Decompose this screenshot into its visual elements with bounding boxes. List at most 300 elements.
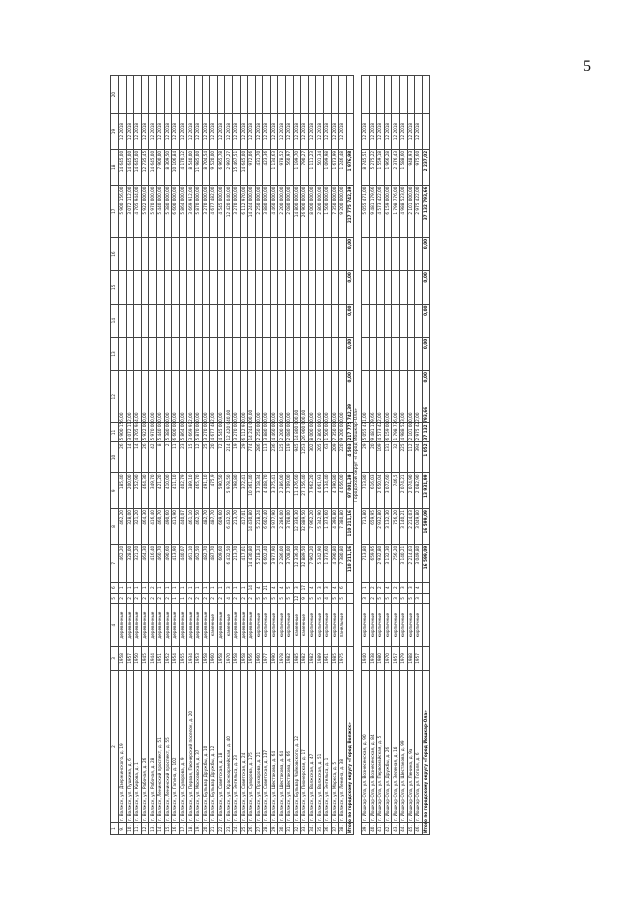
table-cell: 23.	[225, 823, 233, 835]
total-row	[422, 76, 430, 835]
table-cell: 4 460 000,00	[271, 412, 277, 441]
table-cell	[240, 271, 248, 304]
table-cell: 12 2018	[119, 114, 127, 150]
table-row	[278, 76, 286, 835]
table-cell: 5 342,90	[316, 544, 324, 582]
table-cell: 321,20	[134, 544, 142, 582]
table-cell: 1957	[415, 647, 423, 671]
table-cell: 14 645,00	[134, 149, 142, 185]
table-row	[415, 76, 423, 835]
table-cell	[362, 304, 370, 337]
table-cell: 0,00	[422, 371, 430, 423]
table-cell: деревянные	[248, 604, 256, 647]
address-cell: г. Волжск, ул. Пушкина, д. 6	[126, 670, 134, 822]
table-cell: 14 645,00	[149, 149, 157, 185]
address-cell: г. Волжск, ул. Кирова, д. 1	[134, 670, 142, 822]
table-cell: каменные	[293, 604, 301, 647]
table-cell: кирпичные	[362, 604, 370, 647]
table-cell	[232, 304, 240, 337]
table-cell: 2 650,04	[377, 473, 385, 509]
table-cell: 5 970 000,00	[149, 412, 155, 441]
column-number: 2	[111, 670, 119, 822]
table-cell	[392, 76, 400, 114]
table-cell: 1958	[119, 647, 127, 671]
table-cell	[399, 271, 407, 304]
table-cell	[194, 237, 202, 270]
table-cell: 5 440 000,00	[157, 412, 163, 441]
table-cell	[149, 237, 157, 270]
table-cell	[194, 337, 202, 370]
table-cell: 2	[217, 593, 225, 604]
address-cell: г. Волжск, ул. Шестакова, д. 64	[278, 670, 286, 822]
table-cell: 2	[369, 582, 377, 593]
table-cell	[384, 237, 392, 270]
table-cell	[377, 271, 385, 304]
table-cell: 220	[339, 442, 347, 473]
table-cell: 1958	[232, 647, 240, 671]
table-cell	[301, 337, 309, 370]
column-number: 7	[111, 544, 119, 582]
table-cell	[362, 271, 370, 304]
table-cell: 8 000 000,00	[308, 185, 316, 237]
table-cell	[369, 271, 377, 304]
table-cell: 1 559,18	[377, 149, 385, 185]
table-cell: 38.	[339, 823, 347, 835]
table-cell: 12 420 040,00	[225, 409, 231, 441]
section-header-row	[354, 76, 362, 835]
table-cell: 3 669 912,00	[187, 412, 193, 441]
table-cell: 6 600 000,00	[172, 185, 180, 237]
table-cell: 200,00	[126, 473, 134, 509]
table-cell: кирпичные	[263, 604, 271, 647]
table-cell: 36.	[324, 823, 332, 835]
table-cell	[119, 271, 127, 304]
table-cell	[286, 337, 294, 370]
table-cell	[301, 304, 309, 337]
table-cell	[346, 582, 354, 593]
table-cell: 7 900,00	[156, 149, 164, 185]
table-cell: 1944	[149, 647, 157, 671]
table-cell	[232, 237, 240, 270]
table-cell: 302	[308, 442, 316, 473]
table-cell: 5	[339, 593, 347, 604]
table-cell: 16.	[172, 823, 180, 835]
table-cell: 0,00	[422, 337, 430, 370]
table-cell: 2 975 422,00	[415, 185, 423, 237]
table-cell: 1958	[240, 647, 248, 671]
table-cell: 0,00	[346, 371, 354, 423]
address-cell: г. Волжск, ул. Волжская, д. 51	[316, 670, 324, 822]
table-cell: 440,07	[179, 509, 187, 545]
table-cell: 8 745,51	[362, 149, 370, 185]
table-cell: 713,80	[362, 544, 370, 582]
table-row	[369, 76, 377, 835]
table-cell: 27 156,40	[301, 473, 309, 509]
table-cell: 12 2018	[172, 114, 180, 150]
table-row	[316, 76, 324, 835]
table-cell	[119, 337, 127, 370]
column-number: 5	[111, 593, 119, 604]
table-cell: 6 602,40	[263, 509, 271, 545]
table-cell	[210, 271, 218, 304]
table-cell	[422, 647, 430, 671]
table-cell: 26.	[248, 823, 256, 835]
table-cell: деревянные	[164, 604, 172, 647]
table-cell: 2	[126, 593, 134, 604]
table-cell: 37 132 793,66	[422, 185, 430, 237]
table-cell: 1990	[270, 647, 278, 671]
address-cell: г. Йошкар-Ола, ул. Дружбы, д. 26	[384, 670, 392, 822]
table-cell	[331, 271, 339, 304]
table-cell: деревянные	[141, 604, 149, 647]
table-cell: 2 800 000,00	[316, 412, 322, 441]
table-cell: 63	[324, 442, 332, 473]
table-row	[179, 76, 187, 835]
table-cell: 3	[415, 593, 423, 604]
table-cell: 1	[210, 582, 218, 593]
table-cell: 12 2018	[301, 114, 309, 150]
housing-repair-table	[110, 75, 430, 835]
table-cell: 3 140,21	[399, 544, 407, 582]
table-cell: 4 705 944,00	[134, 412, 140, 441]
table-cell	[156, 237, 164, 270]
table-cell: 3	[392, 593, 400, 604]
table-cell: 4 677 482,00	[210, 412, 216, 441]
table-cell: деревянные	[119, 604, 127, 647]
table-cell: 12 2018	[248, 114, 256, 150]
table-cell	[187, 237, 195, 270]
table-row	[286, 76, 294, 835]
table-cell	[217, 337, 225, 370]
table-cell: 12 2018	[377, 114, 385, 150]
table-cell: 1	[194, 582, 202, 593]
table-cell: кирпичные	[255, 604, 263, 647]
table-cell	[240, 337, 248, 370]
table-cell: 1958	[202, 647, 210, 671]
table-cell: 440,07	[179, 544, 187, 582]
address-cell: г. Волжск, ул. Московская, д. 37	[194, 670, 202, 822]
table-cell: 490,60	[164, 509, 172, 545]
table-cell: 431,70	[255, 149, 263, 185]
table-cell	[369, 337, 377, 370]
table-cell: 12 735,45	[141, 149, 149, 185]
table-cell	[407, 76, 415, 114]
table-cell: 209	[331, 442, 339, 473]
table-cell: кирпичные	[377, 604, 385, 647]
table-cell: 2 200 000,00	[278, 412, 284, 441]
table-cell	[172, 237, 180, 270]
table-cell: 465,70	[194, 473, 202, 509]
table-cell	[164, 304, 172, 337]
column-number: 8	[111, 509, 119, 545]
table-cell: 5	[263, 593, 271, 604]
table-cell: 5 055 471,00	[362, 412, 368, 441]
table-cell: 225	[399, 442, 407, 473]
table-cell: 6 600 000,00	[172, 412, 178, 441]
table-cell	[407, 271, 415, 304]
table-cell: деревянные	[217, 604, 225, 647]
table-cell: деревянные	[194, 604, 202, 647]
table-cell	[422, 114, 430, 150]
table-cell: 4	[308, 582, 316, 593]
table-cell	[407, 304, 415, 337]
address-cell: г. Волжск, ул. Суворова, д. 9	[179, 670, 187, 822]
table-cell: 8 540,00	[187, 149, 195, 185]
table-cell: 1	[362, 582, 370, 593]
table-cell: 4 503	[346, 442, 354, 473]
table-cell: 3	[324, 582, 332, 593]
table-cell: 5 218,24	[255, 544, 263, 582]
table-cell: 972,06	[248, 149, 256, 185]
section-title: Городской округ «Город Йошкар-Ола»	[354, 76, 362, 835]
table-cell: 12 2018	[286, 114, 294, 150]
table-cell	[407, 337, 415, 370]
table-cell: 25	[202, 442, 210, 473]
table-cell: деревянные	[202, 604, 210, 647]
table-cell: 19	[232, 442, 240, 473]
table-cell	[187, 304, 195, 337]
table-cell: 4 988 523,00	[400, 412, 406, 441]
table-cell: 1 500 000,00	[324, 185, 332, 237]
table-cell: 349,70	[149, 473, 157, 509]
table-cell	[422, 76, 430, 114]
table-cell: 417,01	[240, 509, 248, 545]
table-cell: 2 286,00	[278, 473, 286, 509]
table-cell	[156, 337, 164, 370]
table-row	[164, 76, 172, 835]
table-cell: 3 072 112,00	[126, 412, 132, 441]
table-cell	[141, 337, 149, 370]
table-cell: 3 072 112,00	[126, 185, 134, 237]
table-cell: 1989	[316, 647, 324, 671]
table-cell: 4 170,12	[179, 149, 187, 185]
table-cell: 2	[369, 593, 377, 604]
table-cell: 1961	[324, 647, 332, 671]
table-cell	[119, 304, 127, 337]
table-cell: 2	[210, 593, 218, 604]
table-cell: 6 112 970,00	[240, 412, 246, 441]
table-cell: 2 082,90	[415, 473, 423, 509]
table-cell: 113	[263, 442, 271, 473]
table-cell: 2	[149, 582, 157, 593]
table-cell	[202, 76, 210, 114]
table-cell: 17.	[179, 823, 187, 835]
table-cell: 10 361,40	[248, 473, 256, 509]
table-cell: 5	[377, 593, 385, 604]
table-cell: 14 645,00	[126, 149, 134, 185]
table-cell: 26	[141, 442, 149, 473]
table-cell	[346, 593, 354, 604]
table-cell	[172, 304, 180, 337]
table-cell: 1 052	[422, 442, 430, 473]
table-row	[263, 76, 271, 835]
table-row	[331, 76, 339, 835]
table-cell	[156, 76, 164, 114]
table-cell: 4	[324, 593, 332, 604]
table-cell: 978,52	[278, 149, 286, 185]
table-cell	[232, 76, 240, 114]
table-cell: 5	[316, 593, 324, 604]
address-cell: г. Волжск, Бульвар Чайковского, д. 12	[293, 670, 301, 822]
table-cell: 4 390,80	[331, 509, 339, 545]
table-cell: 1982	[301, 647, 309, 671]
table-cell: 321,20	[134, 509, 142, 545]
table-cell: 6 602,40	[263, 544, 271, 582]
table-cell: 2 250 000,00	[255, 185, 263, 237]
address-cell: г. Волжск, Ленинский проспект, д. 51	[156, 670, 164, 822]
table-cell: 12 2018	[399, 114, 407, 150]
table-cell	[179, 271, 187, 304]
table-cell	[377, 304, 385, 337]
table-cell: 1951	[156, 647, 164, 671]
table-row	[119, 76, 127, 835]
table-cell: 12 2018	[164, 114, 172, 150]
table-cell: 0,00	[422, 237, 430, 270]
table-cell: 1	[217, 582, 225, 593]
column-number: 11	[111, 423, 119, 442]
table-cell	[141, 271, 149, 304]
column-number: 16	[111, 237, 119, 270]
table-cell: 8 309,50	[164, 149, 172, 185]
table-cell: 14 430,80	[248, 509, 256, 545]
table-cell	[377, 237, 385, 270]
column-number: 14	[111, 304, 119, 337]
table-cell: кирпичные	[278, 604, 286, 647]
table-cell: 31.	[286, 823, 294, 835]
table-cell: 12 2018	[316, 114, 324, 150]
table-cell: 4 061,93	[316, 473, 324, 509]
table-cell: 2	[149, 593, 157, 604]
table-cell: 2 200 000,00	[278, 185, 286, 237]
table-cell: 14 800 000,00	[293, 185, 301, 237]
table-cell: 12 2018	[217, 114, 225, 150]
table-cell	[422, 582, 430, 593]
table-cell: 1	[202, 582, 210, 593]
table-cell	[362, 337, 370, 370]
table-row	[399, 76, 407, 835]
table-cell: 1	[240, 582, 248, 593]
table-cell: 1	[134, 582, 142, 593]
table-cell: 2 101 000,00	[407, 185, 415, 237]
table-cell: 1 798 776,00	[392, 185, 400, 237]
table-cell: кирпичные	[270, 604, 278, 647]
table-cell: 17	[301, 582, 309, 593]
table-cell: 217 775 742,39	[346, 185, 354, 237]
table-cell: 1	[172, 582, 180, 593]
table-cell: деревянные	[134, 604, 142, 647]
table-cell: 4 573 422,00	[377, 185, 385, 237]
table-cell: 1980	[377, 647, 385, 671]
table-cell	[202, 337, 210, 370]
table-cell: 5 864 000,00	[179, 185, 187, 237]
table-cell	[217, 304, 225, 337]
table-cell: 5	[278, 593, 286, 604]
table-cell: 42	[149, 442, 157, 473]
table-cell	[248, 76, 256, 114]
table-cell	[324, 76, 332, 114]
table-cell: 5 275,22	[369, 149, 377, 185]
table-cell	[164, 76, 172, 114]
table-cell: 19.	[194, 823, 202, 835]
table-cell: 413,90	[172, 509, 180, 545]
table-row	[126, 76, 134, 835]
table-cell: 2	[240, 593, 248, 604]
table-cell: 32 889,50	[301, 509, 309, 545]
table-cell: 1	[119, 582, 127, 593]
table-cell: 12 336,30	[293, 544, 301, 582]
table-cell: 948,93	[407, 149, 415, 185]
table-cell	[339, 76, 347, 114]
table-cell: 29.	[270, 823, 278, 835]
table-cell: 7 380,80	[339, 509, 347, 545]
address-cell: г. Волжск, ул. Суворова, д. 175	[248, 670, 256, 822]
table-row	[187, 76, 195, 835]
table-cell: 12 2018	[194, 114, 202, 150]
table-cell	[308, 76, 316, 114]
table-cell	[263, 271, 271, 304]
table-cell: 12 2018	[210, 114, 218, 150]
table-cell: 1956	[248, 647, 256, 671]
table-cell: 131	[384, 442, 392, 473]
table-cell: 1	[179, 582, 187, 593]
table-cell: 6 965,78	[217, 149, 225, 185]
table-cell: 2 800 000,00	[316, 185, 324, 237]
table-row	[255, 76, 263, 835]
table-cell: деревянные	[126, 604, 134, 647]
table-cell: 411,10	[172, 473, 180, 509]
table-cell: 3 132,30	[384, 544, 392, 582]
table-cell: 14	[126, 442, 134, 473]
table-cell: деревянные	[179, 604, 187, 647]
table-cell: 12 2018	[278, 114, 286, 150]
column-number-row	[111, 76, 119, 835]
table-cell	[217, 76, 225, 114]
table-cell: 198,80	[232, 473, 240, 509]
table-cell: 4	[331, 582, 339, 593]
table-cell	[399, 337, 407, 370]
table-cell: Итого по городскому округу «Город Волжск»	[347, 722, 352, 833]
table-cell: 1982	[286, 647, 294, 671]
table-cell: 9 481 179,66	[369, 185, 377, 237]
table-cell: 20	[369, 442, 377, 473]
table-cell: 213,70	[232, 544, 240, 582]
table-cell: кирпичные	[407, 604, 415, 647]
table-cell: 112	[407, 442, 415, 473]
table-cell: 42.	[384, 823, 392, 835]
table-cell	[225, 337, 233, 370]
table-cell: 110 211,16	[346, 509, 354, 545]
table-cell: 6 432,50	[225, 544, 233, 582]
table-cell	[270, 271, 278, 304]
table-cell	[134, 337, 142, 370]
table-cell	[278, 76, 286, 114]
table-cell: 12 2018	[240, 114, 248, 150]
table-cell: 4	[225, 593, 233, 604]
table-row	[270, 76, 278, 835]
table-cell: 3	[225, 582, 233, 593]
table-cell	[392, 237, 400, 270]
table-cell	[270, 304, 278, 337]
table-cell: 2	[202, 593, 210, 604]
table-cell: 9 200 000,00	[339, 412, 345, 441]
table-cell: 0,00	[346, 271, 354, 304]
address-cell: г. Йошкар-Ола, ул. Вознесенская, д. 90	[362, 670, 370, 822]
address-cell: г. Йошкар-Ола, ул. Зеленая, д. 1б	[392, 670, 400, 822]
table-cell: 6 112 970,00	[240, 185, 248, 237]
table-cell: 1960	[210, 647, 218, 671]
table-cell: 1253	[301, 442, 309, 473]
table-cell: 609,60	[217, 544, 225, 582]
